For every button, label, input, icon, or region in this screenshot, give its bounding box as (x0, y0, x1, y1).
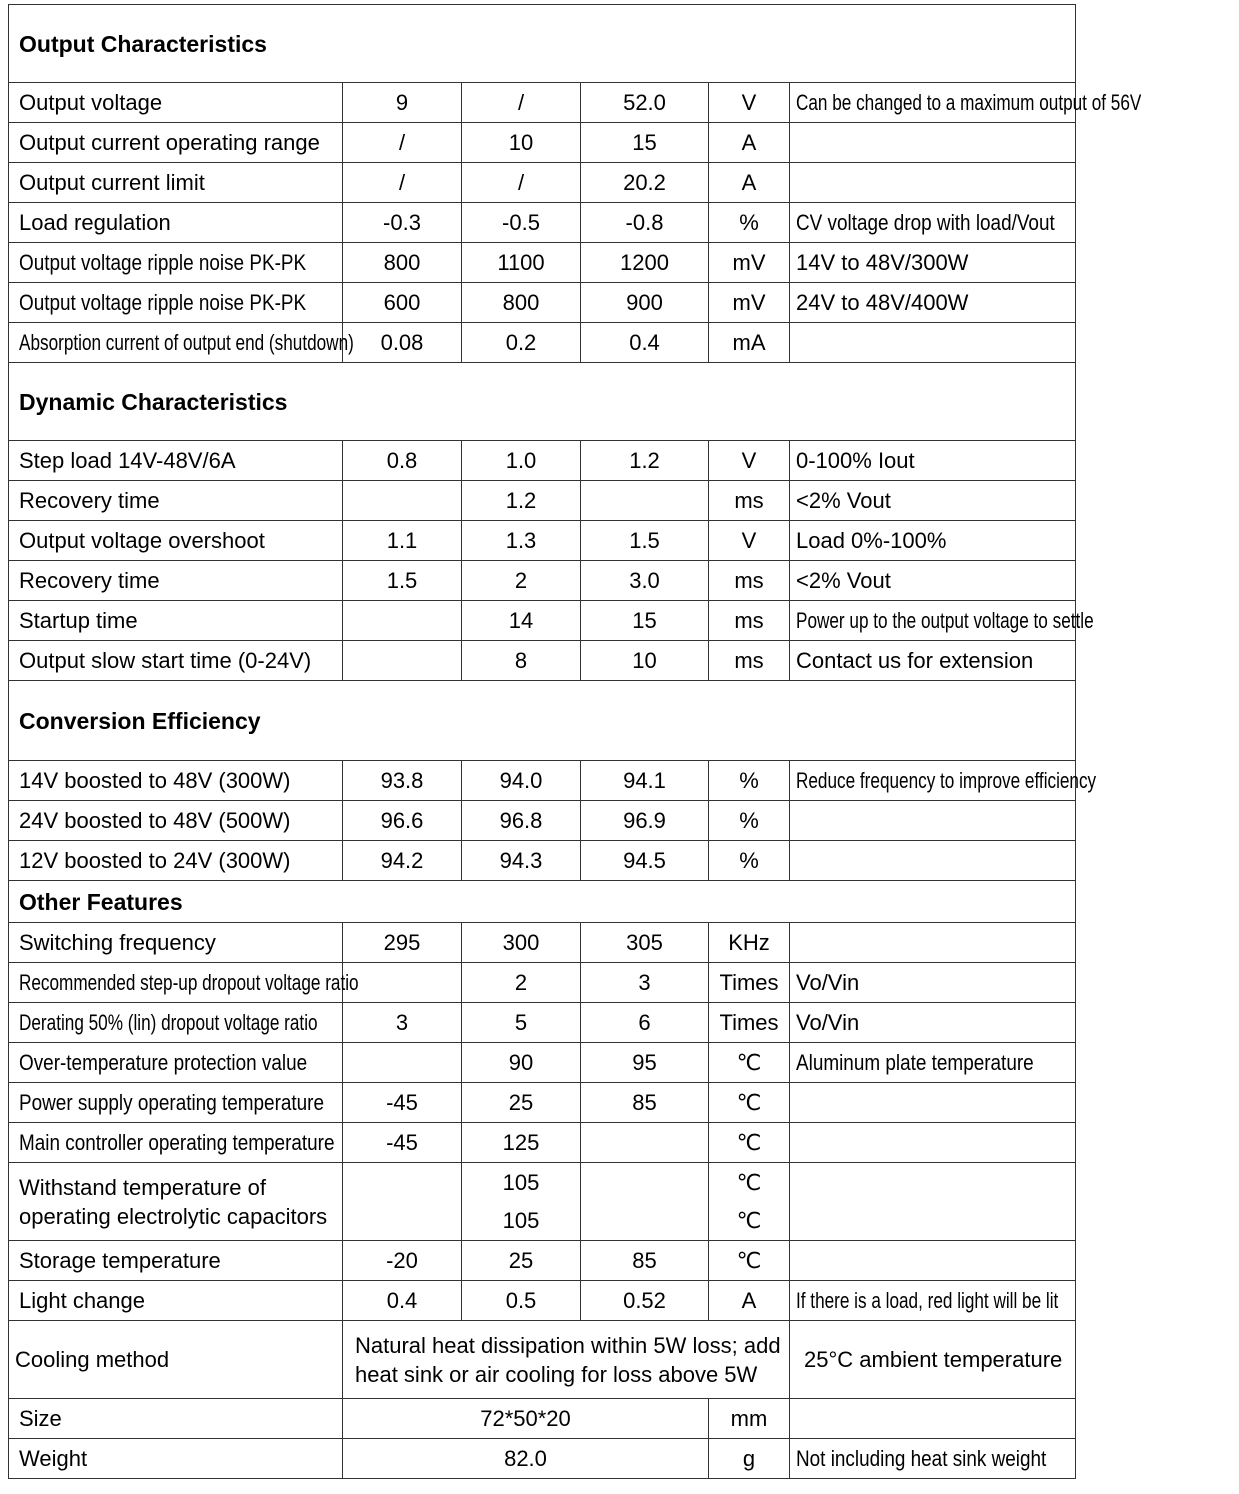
min-cell (343, 1043, 462, 1083)
min-cell (343, 481, 462, 521)
max-cell: 85 (581, 1241, 709, 1281)
unit-cell: KHz (709, 923, 790, 963)
note-cell: If there is a load, red light will be lit (790, 1281, 1076, 1321)
cooling-value-cell: Natural heat dissipation within 5W loss; add heat sink or air cooling for loss above 5W (343, 1321, 790, 1399)
note-cell: 0-100% Iout (790, 441, 1076, 481)
table-row (9, 923, 1076, 963)
param-cell: 12V boosted to 24V (300W) (9, 841, 343, 881)
note-cell: <2% Vout (790, 481, 1076, 521)
note-cell (790, 841, 1076, 881)
max-cell: 3 (581, 963, 709, 1003)
table-row (9, 1399, 1076, 1439)
max-cell: 94.5 (581, 841, 709, 881)
param-cell: 24V boosted to 48V (500W) (9, 801, 343, 841)
param-cell: Light change (9, 1281, 343, 1321)
unit-cell: ms (709, 481, 790, 521)
typ-cell: 2 (462, 561, 581, 601)
param-cell: Main controller operating temperature (9, 1123, 343, 1163)
max-cell (581, 1123, 709, 1163)
min-cell: 96.6 (343, 801, 462, 841)
min-cell: 9 (343, 83, 462, 123)
max-cell: 52.0 (581, 83, 709, 123)
max-cell: 3.0 (581, 561, 709, 601)
note-cell: 24V to 48V/400W (790, 283, 1076, 323)
table-row (9, 163, 1076, 203)
typ-cell: 300 (462, 923, 581, 963)
unit-cell: ms (709, 641, 790, 681)
min-cell (343, 601, 462, 641)
unit-cell: g (709, 1439, 790, 1479)
min-cell: / (343, 163, 462, 203)
note-cell: 14V to 48V/300W (790, 243, 1076, 283)
table-row (9, 1321, 1076, 1399)
param-cell: Storage temperature (9, 1241, 343, 1281)
table-row (9, 1083, 1076, 1123)
min-cell: 93.8 (343, 761, 462, 801)
max-cell (581, 481, 709, 521)
typ-cell: 25 (462, 1083, 581, 1123)
size-value-cell: 72*50*20 (343, 1399, 709, 1439)
table-row (9, 561, 1076, 601)
table-row (9, 1043, 1076, 1083)
note-cell (790, 1241, 1076, 1281)
typ-cell: 25 (462, 1241, 581, 1281)
section-title: Output Characteristics (9, 5, 1076, 83)
max-cell: 1200 (581, 243, 709, 283)
max-cell: 1.5 (581, 521, 709, 561)
max-cell: 305 (581, 923, 709, 963)
section-header-other (9, 881, 1076, 923)
min-cell: / (343, 123, 462, 163)
note-cell: Not including heat sink weight (790, 1439, 1076, 1479)
section-header-output (9, 5, 1076, 83)
min-cell: 0.08 (343, 323, 462, 363)
max-cell: 95 (581, 1043, 709, 1083)
typ-cell: 2 (462, 963, 581, 1003)
typ-value-1: 105 (502, 1169, 540, 1195)
param-cell: Switching frequency (9, 923, 343, 963)
max-cell: 20.2 (581, 163, 709, 203)
param-cell: Withstand temperature of operating electrolytic capacitors (9, 1163, 343, 1241)
note-cell (790, 1083, 1076, 1123)
param-cell: Output current limit (9, 163, 343, 203)
unit-cell: A (709, 123, 790, 163)
section-header-dynamic (9, 363, 1076, 441)
note-cell: Contact us for extension (790, 641, 1076, 681)
typ-cell: 1.3 (462, 521, 581, 561)
note-cell: Vo/Vin (790, 1003, 1076, 1043)
unit-cell: % (709, 761, 790, 801)
typ-cell: 90 (462, 1043, 581, 1083)
typ-cell: -0.5 (462, 203, 581, 243)
note-cell: Vo/Vin (790, 963, 1076, 1003)
typ-cell: 8 (462, 641, 581, 681)
unit-cell: % (709, 801, 790, 841)
table-row (9, 641, 1076, 681)
table-row (9, 1439, 1076, 1479)
min-cell: 800 (343, 243, 462, 283)
min-cell: -45 (343, 1083, 462, 1123)
typ-cell: 94.3 (462, 841, 581, 881)
note-cell (790, 1123, 1076, 1163)
table-row (9, 601, 1076, 641)
note-cell: Power up to the output voltage to settle (790, 601, 1076, 641)
unit-value-2: ℃ (736, 1207, 762, 1233)
max-cell: 1.2 (581, 441, 709, 481)
min-cell: -0.3 (343, 203, 462, 243)
param-cell: Load regulation (9, 203, 343, 243)
param-cell: Weight (9, 1439, 343, 1479)
table-row (9, 323, 1076, 363)
unit-cell: ms (709, 601, 790, 641)
min-cell (343, 641, 462, 681)
max-cell: 10 (581, 641, 709, 681)
typ-cell: 1.2 (462, 481, 581, 521)
unit-cell: V (709, 441, 790, 481)
unit-cell: mA (709, 323, 790, 363)
note-cell: Reduce frequency to improve efficiency (790, 761, 1076, 801)
unit-cell: mm (709, 1399, 790, 1439)
param-cell: Output voltage (9, 83, 343, 123)
section-header-efficiency (9, 681, 1076, 761)
param-cell: Derating 50% (lin) dropout voltage ratio (9, 1003, 343, 1043)
typ-cell: 94.0 (462, 761, 581, 801)
unit-cell: V (709, 521, 790, 561)
table-row (9, 83, 1076, 123)
section-title: Dynamic Characteristics (9, 363, 1076, 441)
max-cell: 15 (581, 601, 709, 641)
typ-cell: 125 (462, 1123, 581, 1163)
table-row (9, 481, 1076, 521)
param-cell: Absorption current of output end (shutdown) (9, 323, 343, 363)
typ-cell: 1100 (462, 243, 581, 283)
unit-value-1: ℃ (736, 1169, 762, 1195)
min-cell: -20 (343, 1241, 462, 1281)
max-cell: -0.8 (581, 203, 709, 243)
min-cell (343, 963, 462, 1003)
note-cell: Can be changed to a maximum output of 56V (790, 83, 1076, 123)
unit-cell: ℃ (709, 1123, 790, 1163)
param-cell: Output voltage ripple noise PK-PK (9, 283, 343, 323)
table-row (9, 1123, 1076, 1163)
param-cell: Recommended step-up dropout voltage ratio (9, 963, 343, 1003)
table-row (9, 963, 1076, 1003)
unit-cell: mV (709, 283, 790, 323)
param-cell: Cooling method (9, 1321, 343, 1399)
table-row (9, 841, 1076, 881)
section-title: Other Features (9, 881, 1076, 923)
min-cell (343, 1163, 462, 1241)
typ-cell: / (462, 83, 581, 123)
unit-cell: V (709, 83, 790, 123)
typ-cell: 1.0 (462, 441, 581, 481)
unit-cell: ℃ (709, 1043, 790, 1083)
typ-cell: 0.2 (462, 323, 581, 363)
max-cell: 94.1 (581, 761, 709, 801)
unit-cell: Times (709, 963, 790, 1003)
max-cell: 0.52 (581, 1281, 709, 1321)
min-cell: 94.2 (343, 841, 462, 881)
unit-cell: A (709, 163, 790, 203)
max-cell: 85 (581, 1083, 709, 1123)
typ-cell: 800 (462, 283, 581, 323)
note-cell (790, 1163, 1076, 1241)
typ-cell: 10 (462, 123, 581, 163)
max-cell: 96.9 (581, 801, 709, 841)
table-row (9, 1003, 1076, 1043)
spec-table (8, 4, 1142, 1479)
unit-cell: ms (709, 561, 790, 601)
unit-cell: Times (709, 1003, 790, 1043)
table-row (9, 1241, 1076, 1281)
param-cell: Size (9, 1399, 343, 1439)
table-row (9, 521, 1076, 561)
max-cell (581, 1163, 709, 1241)
table-row (9, 1163, 1076, 1241)
note-cell: Load 0%-100% (790, 521, 1076, 561)
max-cell: 900 (581, 283, 709, 323)
table-row (9, 283, 1076, 323)
min-cell: 1.5 (343, 561, 462, 601)
note-cell: 25°C ambient temperature (790, 1321, 1076, 1399)
param-cell: Output current operating range (9, 123, 343, 163)
table-row (9, 1281, 1076, 1321)
min-cell: 295 (343, 923, 462, 963)
param-cell: Output voltage overshoot (9, 521, 343, 561)
note-cell: CV voltage drop with load/Vout (790, 203, 1076, 243)
param-cell: Over-temperature protection value (9, 1043, 343, 1083)
typ-cell: 14 (462, 601, 581, 641)
table-row (9, 441, 1076, 481)
typ-cell: 96.8 (462, 801, 581, 841)
weight-value-cell: 82.0 (343, 1439, 709, 1479)
typ-value-2: 105 (502, 1207, 540, 1233)
min-cell: -45 (343, 1123, 462, 1163)
typ-cell: / (462, 163, 581, 203)
unit-cell: ℃ (709, 1083, 790, 1123)
max-cell: 6 (581, 1003, 709, 1043)
section-title: Conversion Efficiency (9, 681, 1076, 761)
note-cell: Aluminum plate temperature (790, 1043, 1076, 1083)
table-row (9, 243, 1076, 283)
unit-cell: ℃ (709, 1241, 790, 1281)
param-cell: Recovery time (9, 561, 343, 601)
note-cell (790, 123, 1076, 163)
table-row (9, 203, 1076, 243)
table-row (9, 123, 1076, 163)
max-cell: 0.4 (581, 323, 709, 363)
table-row (9, 761, 1076, 801)
param-cell: Startup time (9, 601, 343, 641)
param-cell: 14V boosted to 48V (300W) (9, 761, 343, 801)
note-cell (790, 801, 1076, 841)
unit-cell: % (709, 841, 790, 881)
min-cell: 0.4 (343, 1281, 462, 1321)
param-cell: Step load 14V-48V/6A (9, 441, 343, 481)
min-cell: 600 (343, 283, 462, 323)
typ-cell: 0.5 (462, 1281, 581, 1321)
unit-cell: % (709, 203, 790, 243)
unit-cell: A (709, 1281, 790, 1321)
note-cell: <2% Vout (790, 561, 1076, 601)
note-cell (790, 1399, 1076, 1439)
param-cell: Output slow start time (0-24V) (9, 641, 343, 681)
param-cell: Recovery time (9, 481, 343, 521)
typ-cell: 5 (462, 1003, 581, 1043)
note-cell (790, 323, 1076, 363)
param-cell: Output voltage ripple noise PK-PK (9, 243, 343, 283)
min-cell: 3 (343, 1003, 462, 1043)
min-cell: 0.8 (343, 441, 462, 481)
typ-cell (462, 1163, 581, 1241)
unit-cell: mV (709, 243, 790, 283)
note-cell (790, 163, 1076, 203)
unit-cell (709, 1163, 790, 1241)
table-row (9, 801, 1076, 841)
param-cell: Power supply operating temperature (9, 1083, 343, 1123)
note-cell (790, 923, 1076, 963)
min-cell: 1.1 (343, 521, 462, 561)
max-cell: 15 (581, 123, 709, 163)
